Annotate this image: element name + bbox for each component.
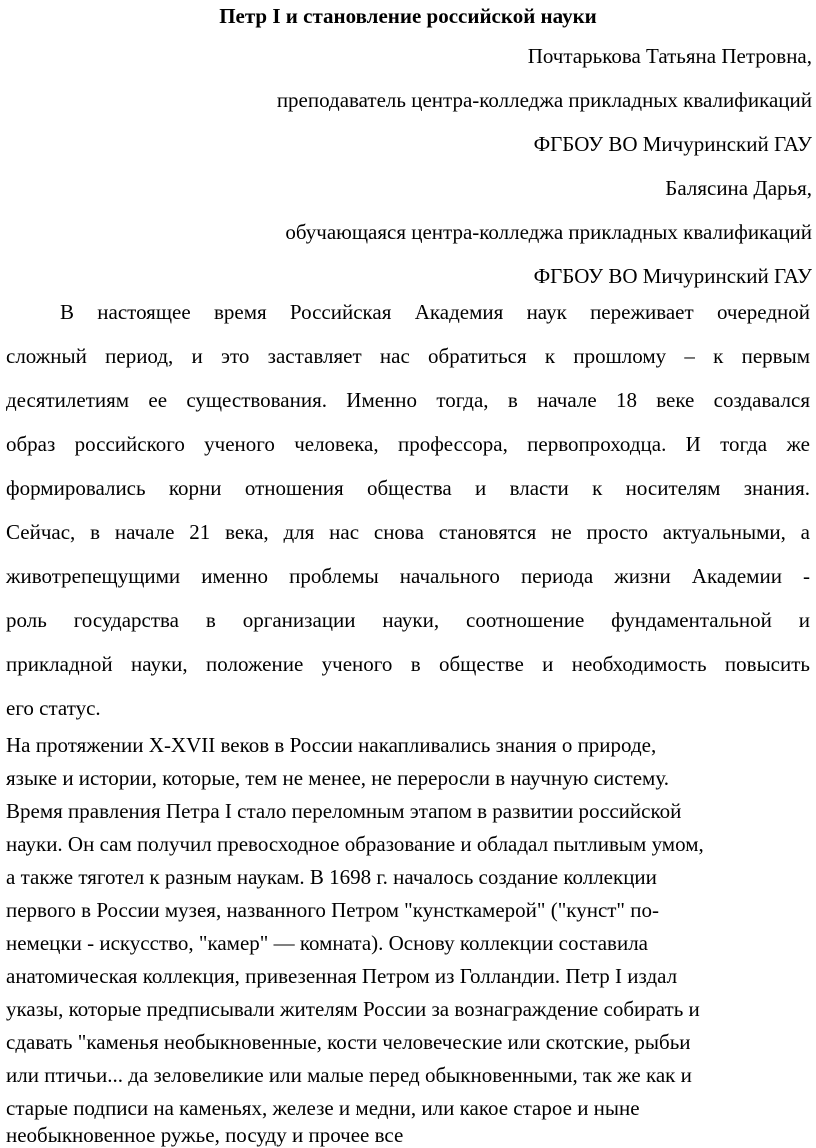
author-1-organization: ФГБОУ ВО Мичуринский ГАУ	[533, 132, 812, 156]
author-1-name: Почтарькова Татьяна Петровна,	[527, 44, 812, 68]
paragraph-2-line: сдавать "каменья необыкновенные, кости человеческие или скотские, рыбьи	[6, 1030, 691, 1054]
paragraph-2-line: или птичьи... да зеловеликие или малые перед обыкновенными, так же как и	[6, 1063, 692, 1087]
paragraph-1-line: Сейчас, в начале 21 века, для нас снова становятся не просто актуальными, а	[6, 520, 810, 544]
paragraph-2-line: необыкновенное ружье, посуду и прочее все	[6, 1123, 404, 1147]
paragraph-1-line: его статус.	[6, 696, 101, 720]
author-1-position: преподаватель центра-колледжа прикладных квалификаций	[276, 88, 812, 112]
author-2-organization: ФГБОУ ВО Мичуринский ГАУ	[533, 264, 812, 288]
paragraph-1-line: формировались корни отношения общества и власти к носителям знания.	[6, 476, 810, 500]
paragraph-1-line: роль государства в организации науки, соотношение фундаментальной и	[6, 608, 810, 632]
paragraph-2-line: указы, которые предписывали жителям России за вознаграждение собирать и	[6, 997, 700, 1021]
paragraph-1-line: образ российского ученого человека, профессора, первопроходца. И тогда же	[6, 432, 810, 456]
paragraph-2-line: первого в России музея, названного Петром "кунсткамерой" ("кунст" по-	[6, 898, 659, 922]
paragraph-1-line: животрепещущими именно проблемы начального периода жизни Академии -	[6, 564, 810, 588]
paragraph-2-line: Время правления Петра I стало переломным этапом в развитии российской	[6, 799, 682, 823]
paragraph-2-line: На протяжении X-XVII веков в России накапливались знания о природе,	[6, 733, 657, 757]
paragraph-1-line: В настоящее время Российская Академия наук переживает очередной	[60, 300, 810, 324]
author-2-name: Балясина Дарья,	[665, 176, 812, 200]
paragraph-2-line: языке и истории, которые, тем не менее, не переросли в научную систему.	[6, 766, 669, 790]
author-2-position: обучающаяся центра-колледжа прикладных квалификаций	[285, 220, 812, 244]
paragraph-1-line: десятилетиям ее существования. Именно тогда, в начале 18 веке создавался	[6, 388, 810, 412]
paragraph-2-line: анатомическая коллекция, привезенная Петром из Голландии. Петр I издал	[6, 964, 678, 988]
paragraph-2-line: а также тяготел к разным наукам. В 1698 г. началось создание коллекции	[6, 865, 657, 889]
paragraph-1-line: прикладной науки, положение ученого в обществе и необходимость повысить	[6, 652, 810, 676]
document-title: Петр I и становление российской науки	[219, 4, 597, 28]
paragraph-2-line: немецки - искусство, "камер" — комната). Основу коллекции составила	[6, 931, 648, 955]
paragraph-1-line: сложный период, и это заставляет нас обратиться к прошлому – к первым	[6, 344, 810, 368]
paragraph-2-line: старые подписи на каменьях, железе и медни, или какое старое и ныне	[6, 1096, 640, 1120]
paragraph-2-line: науки. Он сам получил превосходное образование и обладал пытливым умом,	[6, 832, 704, 856]
